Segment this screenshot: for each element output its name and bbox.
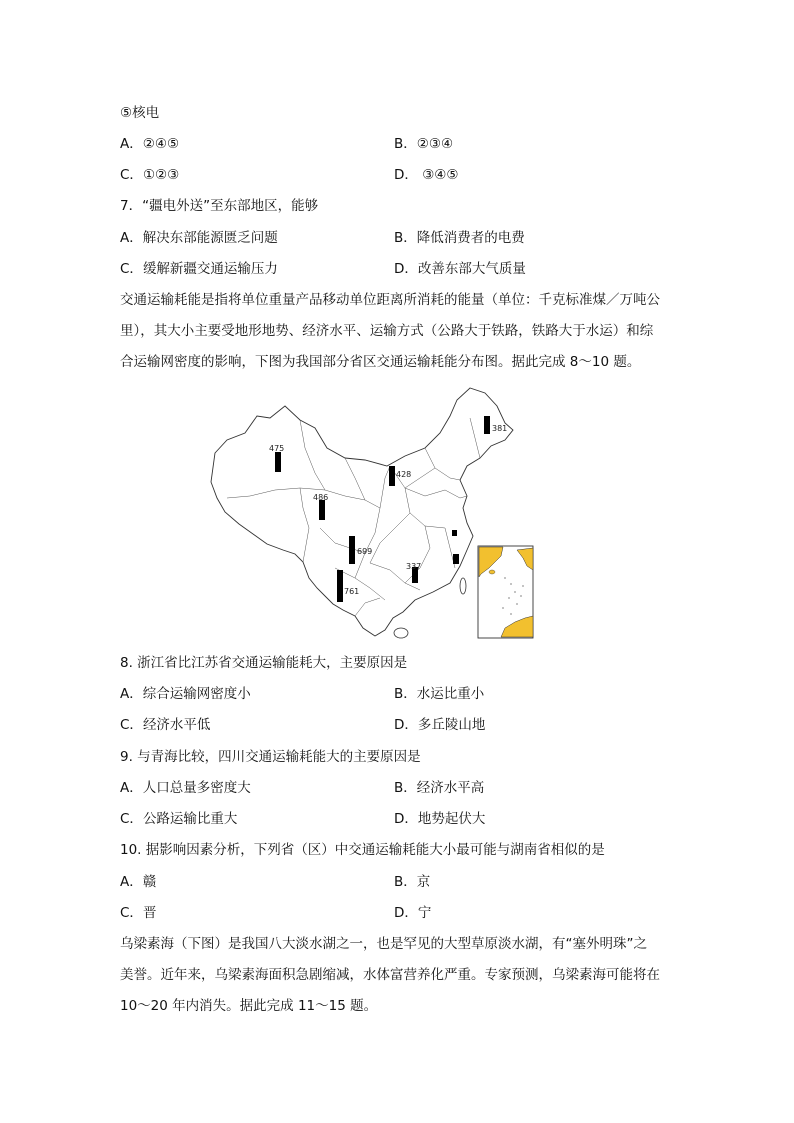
q8-option-d: D．多丘陵山地	[394, 717, 486, 733]
bar-label-sichuan: 699	[357, 547, 373, 556]
bar-label-inner-mongolia: 428	[396, 470, 412, 479]
bar-label-hunan: 337	[406, 562, 422, 571]
bar-label-qinghai: 486	[313, 493, 329, 502]
bar-label-heilongjiang: 381	[492, 424, 508, 433]
passage1-line-1: 交通运输耗能是指将单位重量产品移动单位距离所消耗的能量（单位：千克标准煤／万吨公	[120, 292, 660, 308]
q9-option-c: C．公路运输比重大	[120, 811, 238, 827]
q10-option-b: B．京	[394, 874, 431, 890]
passage1-line-3: 合运输网密度的影响，下图为我国部分省区交通运输耗能分布图。据此完成 8～10 题。	[120, 354, 641, 370]
q6-item-5: ⑤核电	[120, 105, 160, 121]
energy-consumption-map	[205, 378, 540, 643]
south-china-sea-inset	[478, 546, 533, 638]
q7-option-b: B．降低消费者的电费	[394, 230, 525, 246]
q9-option-b: B．经济水平高	[394, 780, 485, 796]
q10-stem: 10. 据影响因素分析，下列省（区）中交通运输耗能大小最可能与湖南省相似的是	[120, 842, 605, 858]
q6-option-c: C．①②③	[120, 167, 180, 183]
bar-zhejiang	[453, 554, 459, 564]
q8-stem: 8. 浙江省比江苏省交通运输能耗大，主要原因是	[120, 655, 408, 671]
q10-option-d: D．宁	[394, 905, 432, 921]
q6-option-d: D． ③④⑤	[394, 167, 459, 183]
q7-option-d: D．改善东部大气质量	[394, 261, 526, 277]
q7-option-a: A．解决东部能源匮乏问题	[120, 230, 278, 246]
passage2-line-3: 10～20 年内消失。据此完成 11～15 题。	[120, 998, 378, 1014]
passage1-line-2: 里），其大小主要受地形地势、经济水平、运输方式（公路大于铁路，铁路大于水运）和综	[120, 323, 654, 339]
q10-option-a: A．赣	[120, 874, 157, 890]
q7-option-c: C．缓解新疆交通运输压力	[120, 261, 278, 277]
q10-option-c: C．晋	[120, 905, 157, 921]
q6-option-b: B．②③④	[394, 136, 454, 152]
q9-stem: 9. 与青海比较，四川交通运输耗能大的主要原因是	[120, 749, 421, 765]
taiwan-island	[460, 578, 466, 594]
bar-jiangsu	[452, 530, 457, 536]
q8-option-a: A．综合运输网密度小	[120, 686, 251, 702]
q9-option-d: D．地势起伏大	[394, 811, 486, 827]
q7-stem: 7．“疆电外送”至东部地区，能够	[120, 198, 319, 214]
hainan-island	[394, 628, 408, 638]
bar-label-yunnan: 761	[344, 587, 360, 596]
bar-label-xinjiang: 475	[269, 444, 285, 453]
q6-option-a: A．②④⑤	[120, 136, 180, 152]
passage2-line-2: 美誉。近年来，乌梁素海面积急剧缩减，水体富营养化严重。专家预测，乌梁素海可能将在	[120, 967, 660, 983]
q8-option-b: B．水运比重小	[394, 686, 485, 702]
q8-option-c: C．经济水平低	[120, 717, 211, 733]
passage2-line-1: 乌梁素海（下图）是我国八大淡水湖之一，也是罕见的大型草原淡水湖，有“塞外明珠”之	[120, 936, 647, 952]
china-outline	[211, 388, 513, 636]
q9-option-a: A．人口总量多密度大	[120, 780, 251, 796]
